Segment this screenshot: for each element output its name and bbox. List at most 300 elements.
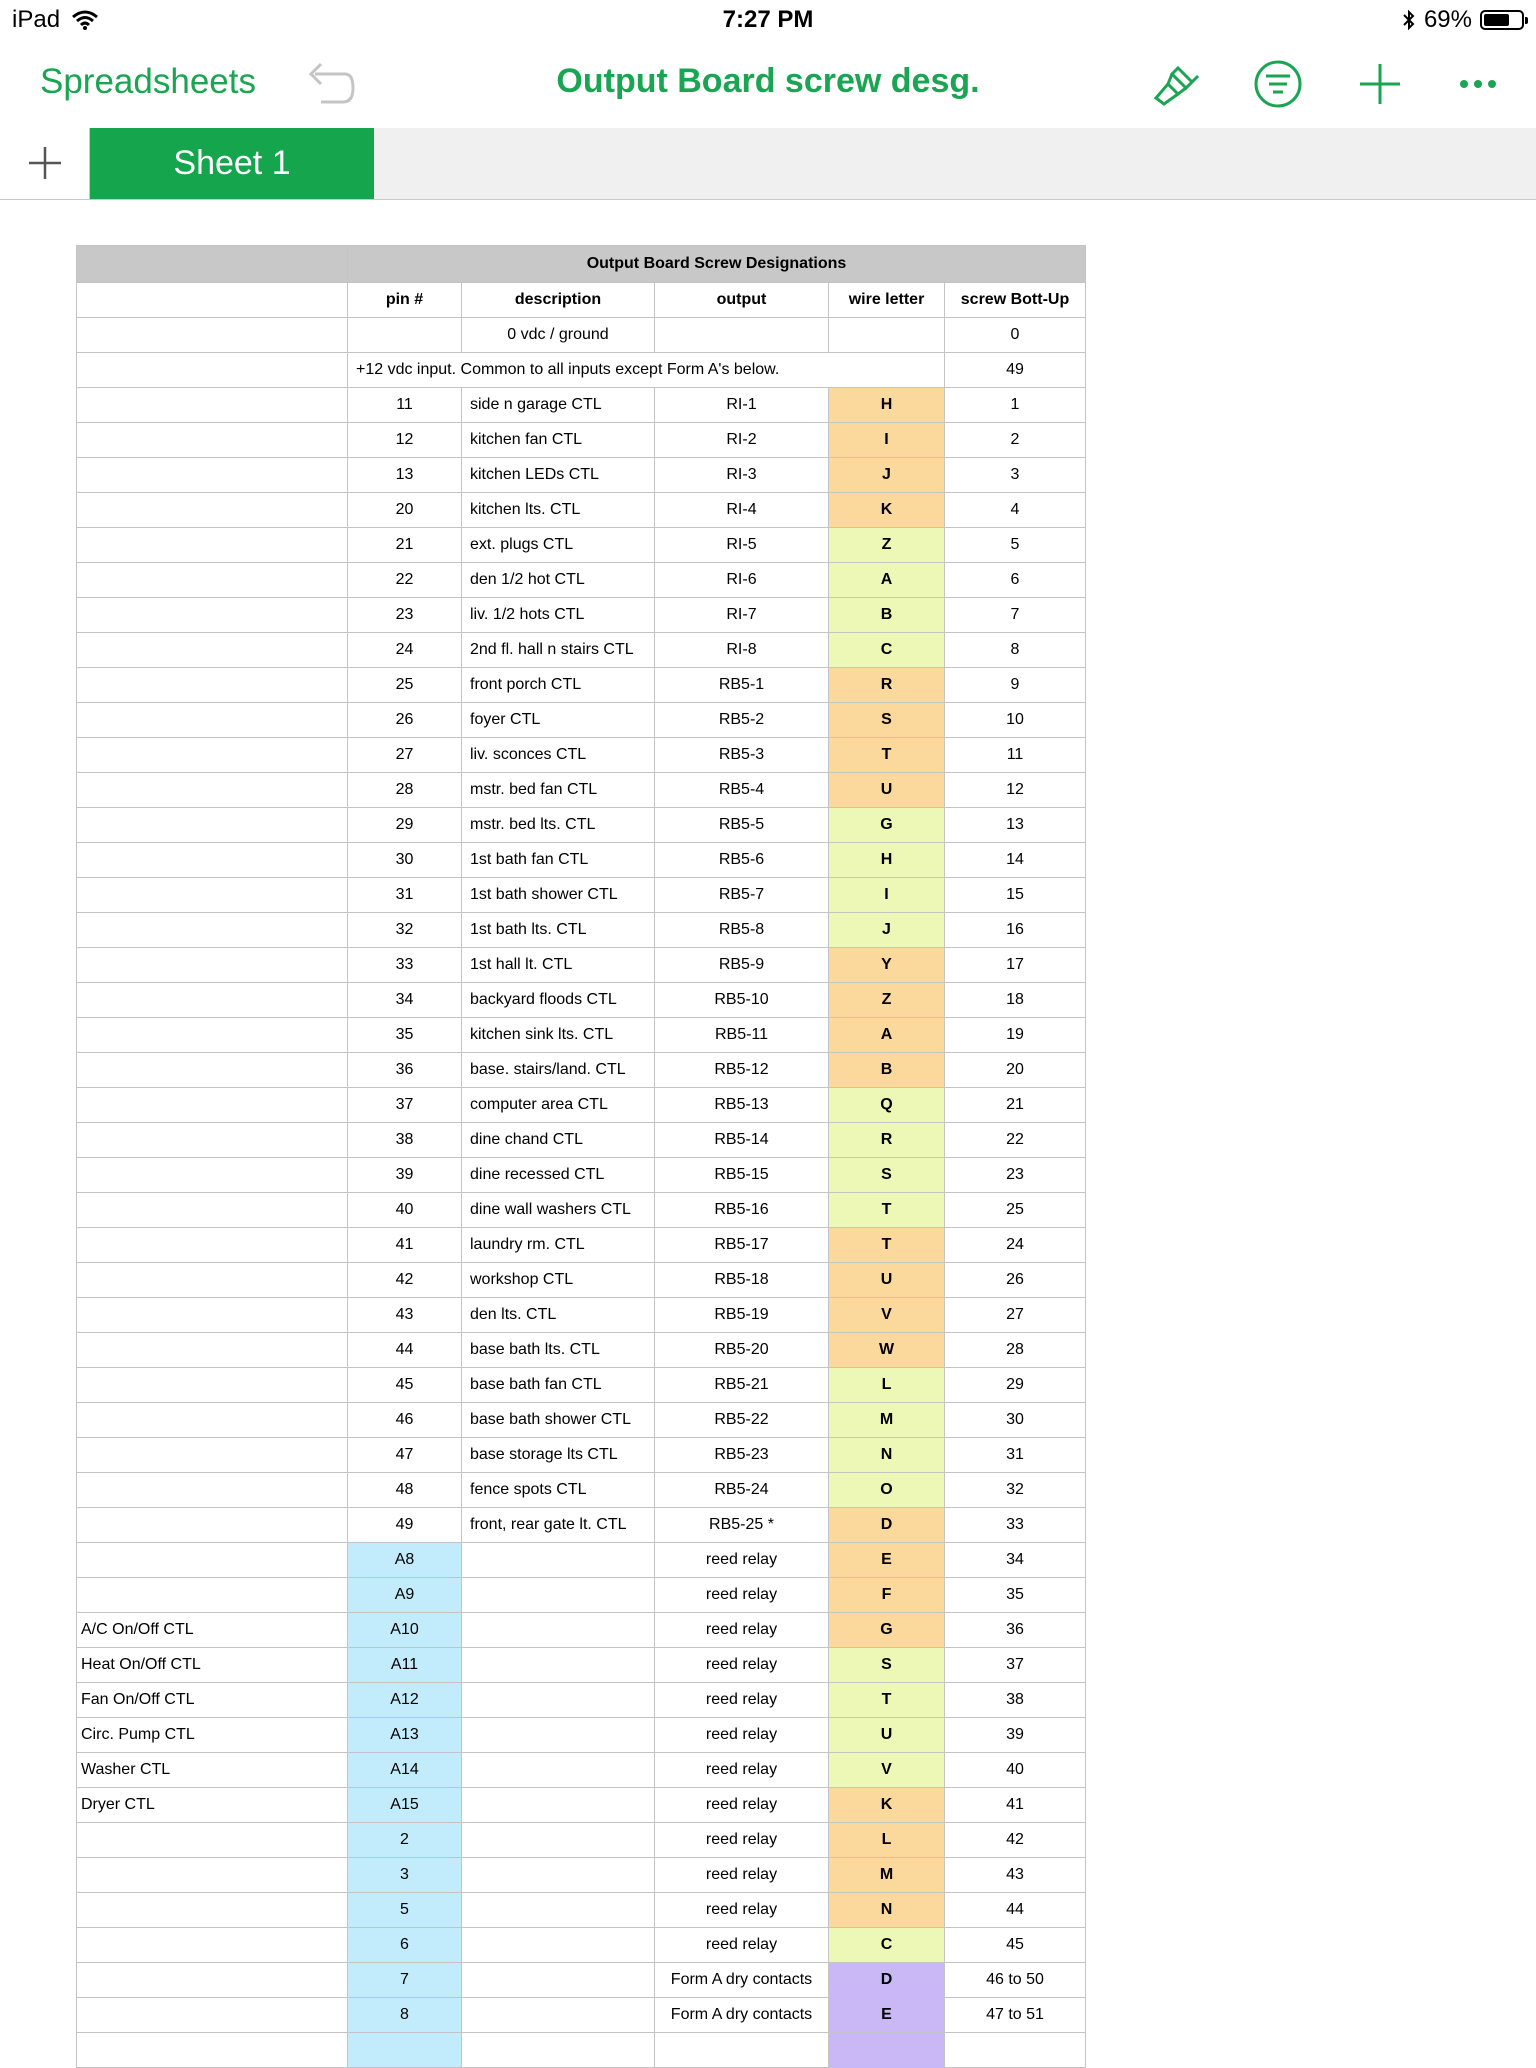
pin-cell[interactable]: 30 [348,843,462,878]
row-label[interactable] [77,1403,348,1438]
output-cell[interactable]: RB5-2 [655,703,829,738]
output-cell[interactable]: RI-1 [655,388,829,423]
description-cell[interactable] [462,1613,655,1648]
output-cell[interactable]: RB5-15 [655,1158,829,1193]
screw-cell[interactable]: 24 [945,1228,1086,1263]
description-cell[interactable]: kitchen LEDs CTL [462,458,655,493]
output-cell[interactable]: RB5-11 [655,1018,829,1053]
description-cell[interactable] [462,1578,655,1613]
output-cell[interactable]: reed relay [655,1648,829,1683]
description-cell[interactable]: base. stairs/land. CTL [462,1053,655,1088]
description-cell[interactable]: kitchen sink lts. CTL [462,1018,655,1053]
screw-cell[interactable]: 21 [945,1088,1086,1123]
row-label[interactable] [77,598,348,633]
plus-icon[interactable] [1352,58,1408,110]
wire-letter-cell[interactable]: D [829,1508,945,1543]
pin-cell[interactable]: 34 [348,983,462,1018]
wire-letter-cell[interactable]: G [829,1613,945,1648]
output-cell[interactable]: reed relay [655,1718,829,1753]
screw-cell[interactable]: 31 [945,1438,1086,1473]
output-cell[interactable]: reed relay [655,1928,829,1963]
row-label[interactable] [77,1228,348,1263]
row-label[interactable] [77,668,348,703]
screw-cell[interactable]: 47 to 51 [945,1998,1086,2033]
output-cell[interactable]: RB5-10 [655,983,829,1018]
wire-letter-cell[interactable]: V [829,1753,945,1788]
output-cell[interactable]: reed relay [655,1683,829,1718]
output-cell[interactable]: reed relay [655,1823,829,1858]
row-label[interactable]: Heat On/Off CTL [77,1648,348,1683]
description-cell[interactable]: base bath fan CTL [462,1368,655,1403]
screw-cell[interactable]: 38 [945,1683,1086,1718]
wire-letter-cell[interactable]: N [829,1438,945,1473]
output-cell[interactable]: RI-7 [655,598,829,633]
screw-cell[interactable]: 40 [945,1753,1086,1788]
output-cell[interactable]: RI-6 [655,563,829,598]
row-label[interactable]: Washer CTL [77,1753,348,1788]
row-label[interactable] [77,1088,348,1123]
output-cell[interactable]: RB5-25 * [655,1508,829,1543]
row-label[interactable] [77,1333,348,1368]
pin-cell[interactable]: 27 [348,738,462,773]
header-screw[interactable]: screw Bott-Up [945,283,1086,318]
wire-letter-cell[interactable]: Z [829,983,945,1018]
pin-cell[interactable]: A11 [348,1648,462,1683]
pin-cell[interactable]: 6 [348,1928,462,1963]
wire-letter-cell[interactable]: R [829,1123,945,1158]
output-cell[interactable]: RB5-18 [655,1263,829,1298]
description-cell[interactable] [462,1753,655,1788]
output-cell[interactable]: RB5-4 [655,773,829,808]
description-cell[interactable]: base storage lts CTL [462,1438,655,1473]
wire-letter-cell[interactable]: A [829,1018,945,1053]
pin-cell[interactable]: 48 [348,1473,462,1508]
screw-cell[interactable]: 15 [945,878,1086,913]
description-cell[interactable]: mstr. bed fan CTL [462,773,655,808]
output-cell[interactable]: RB5-9 [655,948,829,983]
spreadsheets-back-button[interactable]: Spreadsheets [40,62,256,101]
output-cell[interactable]: RB5-19 [655,1298,829,1333]
row-label[interactable] [77,1578,348,1613]
screw-cell[interactable]: 26 [945,1263,1086,1298]
description-cell[interactable]: 1st bath shower CTL [462,878,655,913]
pin-cell[interactable]: 11 [348,388,462,423]
description-cell[interactable]: dine recessed CTL [462,1158,655,1193]
pin-cell[interactable]: 8 [348,1998,462,2033]
screw-cell[interactable]: 7 [945,598,1086,633]
header-output[interactable]: output [655,283,829,318]
pin-cell[interactable]: 28 [348,773,462,808]
description-cell[interactable]: den 1/2 hot CTL [462,563,655,598]
row-label[interactable]: Circ. Pump CTL [77,1718,348,1753]
row-label[interactable] [77,1893,348,1928]
wire-letter-cell[interactable]: O [829,1473,945,1508]
description-cell[interactable] [462,1543,655,1578]
wire-letter-cell[interactable]: E [829,1998,945,2033]
wire-letter-cell[interactable]: K [829,493,945,528]
screw-cell[interactable]: 22 [945,1123,1086,1158]
pin-cell[interactable]: 22 [348,563,462,598]
pin-cell[interactable]: 20 [348,493,462,528]
pin-cell[interactable]: 25 [348,668,462,703]
description-cell[interactable] [462,1858,655,1893]
output-cell[interactable]: RI-4 [655,493,829,528]
output-cell[interactable]: RB5-21 [655,1368,829,1403]
screw-cell[interactable]: 42 [945,1823,1086,1858]
wire-letter-cell[interactable]: T [829,1683,945,1718]
output-cell[interactable]: RB5-20 [655,1333,829,1368]
wire-letter-cell[interactable]: E [829,1543,945,1578]
wire-letter-cell[interactable]: N [829,1893,945,1928]
screw-cell[interactable]: 3 [945,458,1086,493]
description-cell[interactable]: 1st bath fan CTL [462,843,655,878]
pin-cell[interactable]: 24 [348,633,462,668]
row-label[interactable]: Fan On/Off CTL [77,1683,348,1718]
screw-cell[interactable]: 4 [945,493,1086,528]
wire-letter-cell[interactable]: T [829,1193,945,1228]
wire-letter-cell[interactable]: T [829,1228,945,1263]
output-cell[interactable]: RB5-7 [655,878,829,913]
row-label[interactable] [77,1438,348,1473]
row-label[interactable] [77,1858,348,1893]
row-label[interactable] [77,1508,348,1543]
pin-cell[interactable]: 3 [348,1858,462,1893]
description-cell[interactable]: liv. sconces CTL [462,738,655,773]
screw-cell[interactable]: 19 [945,1018,1086,1053]
description-cell[interactable]: computer area CTL [462,1088,655,1123]
screw-cell[interactable]: 8 [945,633,1086,668]
screw-cell[interactable]: 36 [945,1613,1086,1648]
description-cell[interactable] [462,1998,655,2033]
output-cell[interactable]: reed relay [655,1893,829,1928]
screw-cell[interactable]: 10 [945,703,1086,738]
row-label[interactable] [77,878,348,913]
wire-letter-cell[interactable]: C [829,633,945,668]
row-label[interactable] [77,983,348,1018]
description-cell[interactable] [462,2033,655,2068]
description-cell[interactable] [462,1928,655,1963]
output-cell[interactable]: RB5-1 [655,668,829,703]
output-cell[interactable]: reed relay [655,1543,829,1578]
pin-cell[interactable]: 2 [348,1823,462,1858]
wire-letter-cell[interactable]: R [829,668,945,703]
row-label[interactable] [77,2033,348,2068]
wire-letter-cell[interactable]: S [829,1158,945,1193]
screw-cell[interactable]: 29 [945,1368,1086,1403]
description-cell[interactable] [462,1683,655,1718]
pin-cell[interactable]: 12 [348,423,462,458]
screw-cell[interactable]: 23 [945,1158,1086,1193]
screw-cell[interactable]: 18 [945,983,1086,1018]
tab-sheet-1[interactable]: Sheet 1 [90,128,374,199]
row-label[interactable] [77,1263,348,1298]
pin-cell[interactable]: 5 [348,1893,462,1928]
pin-cell[interactable]: A9 [348,1578,462,1613]
row-label[interactable] [77,633,348,668]
wire-letter-cell[interactable]: A [829,563,945,598]
screw-cell[interactable]: 12 [945,773,1086,808]
wire-letter-cell[interactable]: F [829,1578,945,1613]
row-label[interactable] [77,1053,348,1088]
row-label[interactable] [77,1018,348,1053]
output-cell[interactable]: RB5-16 [655,1193,829,1228]
pin-cell[interactable]: 35 [348,1018,462,1053]
screw-cell[interactable]: 5 [945,528,1086,563]
description-cell[interactable] [462,1788,655,1823]
output-cell[interactable]: RB5-22 [655,1403,829,1438]
description-cell[interactable]: den lts. CTL [462,1298,655,1333]
screw-cell[interactable]: 39 [945,1718,1086,1753]
description-cell[interactable]: fence spots CTL [462,1473,655,1508]
output-cell[interactable]: Form A dry contacts [655,1963,829,1998]
screw-cell[interactable] [945,2033,1086,2068]
input-note[interactable]: +12 vdc input. Common to all inputs except Form A's below. [348,353,945,388]
screw-cell[interactable]: 14 [945,843,1086,878]
pin-cell[interactable]: 42 [348,1263,462,1298]
wire-letter-cell[interactable]: Q [829,1088,945,1123]
wire-letter-cell[interactable]: H [829,388,945,423]
row-label[interactable] [77,1928,348,1963]
screw-cell[interactable]: 37 [945,1648,1086,1683]
pin-cell[interactable]: 31 [348,878,462,913]
screw-cell[interactable]: 32 [945,1473,1086,1508]
row-label[interactable]: A/C On/Off CTL [77,1613,348,1648]
ground-screw[interactable]: 0 [945,318,1086,353]
screw-cell[interactable]: 20 [945,1053,1086,1088]
paintbrush-icon[interactable] [1148,58,1204,110]
screw-cell[interactable]: 41 [945,1788,1086,1823]
pin-cell[interactable]: 21 [348,528,462,563]
spreadsheet-table[interactable] [76,245,1086,2068]
pin-cell[interactable]: 40 [348,1193,462,1228]
description-cell[interactable]: base bath lts. CTL [462,1333,655,1368]
screw-cell[interactable]: 44 [945,1893,1086,1928]
screw-cell[interactable]: 34 [945,1543,1086,1578]
row-label[interactable] [77,738,348,773]
screw-cell[interactable]: 1 [945,388,1086,423]
input-screw[interactable]: 49 [945,353,1086,388]
wire-letter-cell[interactable]: H [829,843,945,878]
header-pin[interactable]: pin # [348,283,462,318]
screw-cell[interactable]: 43 [945,1858,1086,1893]
description-cell[interactable]: front, rear gate lt. CTL [462,1508,655,1543]
pin-cell[interactable]: A15 [348,1788,462,1823]
output-cell[interactable]: RI-8 [655,633,829,668]
screw-cell[interactable]: 28 [945,1333,1086,1368]
wire-letter-cell[interactable]: G [829,808,945,843]
screw-cell[interactable]: 35 [945,1578,1086,1613]
description-cell[interactable] [462,1963,655,1998]
wire-letter-cell[interactable]: U [829,1718,945,1753]
pin-cell[interactable]: 39 [348,1158,462,1193]
wire-letter-cell[interactable]: U [829,1263,945,1298]
ground-description[interactable]: 0 vdc / ground [462,318,655,353]
description-cell[interactable]: base bath shower CTL [462,1403,655,1438]
output-cell[interactable]: RB5-8 [655,913,829,948]
pin-cell[interactable]: 41 [348,1228,462,1263]
output-cell[interactable]: RI-3 [655,458,829,493]
pin-cell[interactable]: A10 [348,1613,462,1648]
output-cell[interactable]: RB5-6 [655,843,829,878]
output-cell[interactable]: reed relay [655,1788,829,1823]
screw-cell[interactable]: 17 [945,948,1086,983]
row-label[interactable] [77,528,348,563]
pin-cell[interactable]: 13 [348,458,462,493]
row-label[interactable] [77,808,348,843]
row-label[interactable] [77,458,348,493]
pin-cell[interactable]: 36 [348,1053,462,1088]
description-cell[interactable]: kitchen fan CTL [462,423,655,458]
description-cell[interactable]: workshop CTL [462,1263,655,1298]
row-label[interactable] [77,1963,348,1998]
pin-cell[interactable]: 45 [348,1368,462,1403]
wire-letter-cell[interactable]: B [829,1053,945,1088]
description-cell[interactable]: backyard floods CTL [462,983,655,1018]
output-cell[interactable]: reed relay [655,1578,829,1613]
row-label[interactable] [77,773,348,808]
row-label[interactable] [77,1123,348,1158]
filter-icon[interactable] [1250,58,1306,110]
row-label[interactable]: Dryer CTL [77,1788,348,1823]
add-sheet-button[interactable] [0,128,90,199]
pin-cell[interactable]: 47 [348,1438,462,1473]
screw-cell[interactable]: 13 [945,808,1086,843]
description-cell[interactable] [462,1648,655,1683]
wire-letter-cell[interactable]: T [829,738,945,773]
description-cell[interactable]: foyer CTL [462,703,655,738]
description-cell[interactable]: front porch CTL [462,668,655,703]
description-cell[interactable]: ext. plugs CTL [462,528,655,563]
screw-cell[interactable]: 6 [945,563,1086,598]
pin-cell[interactable]: 29 [348,808,462,843]
output-cell[interactable]: RB5-23 [655,1438,829,1473]
screw-cell[interactable]: 16 [945,913,1086,948]
output-cell[interactable] [655,2033,829,2068]
output-cell[interactable]: RB5-12 [655,1053,829,1088]
screw-cell[interactable]: 25 [945,1193,1086,1228]
row-label[interactable] [77,703,348,738]
wire-letter-cell[interactable]: C [829,1928,945,1963]
pin-cell[interactable]: 26 [348,703,462,738]
wire-letter-cell[interactable]: I [829,423,945,458]
row-label[interactable] [77,1543,348,1578]
output-cell[interactable]: RI-5 [655,528,829,563]
row-label[interactable] [77,1368,348,1403]
pin-cell[interactable]: 37 [348,1088,462,1123]
screw-cell[interactable]: 30 [945,1403,1086,1438]
wire-letter-cell[interactable]: Y [829,948,945,983]
wire-letter-cell[interactable]: V [829,1298,945,1333]
row-label[interactable] [77,948,348,983]
screw-cell[interactable]: 9 [945,668,1086,703]
description-cell[interactable]: laundry rm. CTL [462,1228,655,1263]
pin-cell[interactable]: 33 [348,948,462,983]
undo-icon[interactable] [305,62,355,108]
description-cell[interactable] [462,1893,655,1928]
output-cell[interactable]: RB5-17 [655,1228,829,1263]
output-cell[interactable]: RB5-3 [655,738,829,773]
pin-cell[interactable]: 32 [348,913,462,948]
output-cell[interactable]: RB5-13 [655,1088,829,1123]
description-cell[interactable]: kitchen lts. CTL [462,493,655,528]
description-cell[interactable]: 1st bath lts. CTL [462,913,655,948]
screw-cell[interactable]: 33 [945,1508,1086,1543]
output-cell[interactable]: RI-2 [655,423,829,458]
row-label[interactable] [77,1473,348,1508]
wire-letter-cell[interactable]: W [829,1333,945,1368]
wire-letter-cell[interactable]: S [829,703,945,738]
wire-letter-cell[interactable]: J [829,913,945,948]
wire-letter-cell[interactable]: S [829,1648,945,1683]
wire-letter-cell[interactable]: D [829,1963,945,1998]
wire-letter-cell[interactable]: Z [829,528,945,563]
wire-letter-cell[interactable]: M [829,1403,945,1438]
output-cell[interactable]: Form A dry contacts [655,1998,829,2033]
description-cell[interactable]: mstr. bed lts. CTL [462,808,655,843]
pin-cell[interactable]: A8 [348,1543,462,1578]
more-icon[interactable] [1450,58,1506,110]
pin-cell[interactable]: A14 [348,1753,462,1788]
wire-letter-cell[interactable]: K [829,1788,945,1823]
row-label[interactable] [77,1158,348,1193]
output-cell[interactable]: reed relay [655,1858,829,1893]
screw-cell[interactable]: 27 [945,1298,1086,1333]
wire-letter-cell[interactable] [829,2033,945,2068]
output-cell[interactable]: RB5-24 [655,1473,829,1508]
wire-letter-cell[interactable]: B [829,598,945,633]
output-cell[interactable]: reed relay [655,1613,829,1648]
header-wire-letter[interactable]: wire letter [829,283,945,318]
row-label[interactable] [77,1193,348,1228]
screw-cell[interactable]: 2 [945,423,1086,458]
wire-letter-cell[interactable]: M [829,1858,945,1893]
pin-cell[interactable]: 49 [348,1508,462,1543]
wire-letter-cell[interactable]: L [829,1823,945,1858]
description-cell[interactable]: side n garage CTL [462,388,655,423]
row-label[interactable] [77,913,348,948]
wire-letter-cell[interactable]: I [829,878,945,913]
description-cell[interactable] [462,1823,655,1858]
description-cell[interactable] [462,1718,655,1753]
description-cell[interactable]: 1st hall lt. CTL [462,948,655,983]
wire-letter-cell[interactable]: U [829,773,945,808]
pin-cell[interactable]: A12 [348,1683,462,1718]
wire-letter-cell[interactable]: L [829,1368,945,1403]
pin-cell[interactable]: 44 [348,1333,462,1368]
row-label[interactable] [77,563,348,598]
row-label[interactable] [77,388,348,423]
pin-cell[interactable]: 23 [348,598,462,633]
description-cell[interactable]: dine wall washers CTL [462,1193,655,1228]
pin-cell[interactable]: A13 [348,1718,462,1753]
pin-cell[interactable] [348,2033,462,2068]
wire-letter-cell[interactable]: J [829,458,945,493]
output-cell[interactable]: RB5-14 [655,1123,829,1158]
row-label[interactable] [77,1298,348,1333]
row-label[interactable] [77,1823,348,1858]
output-cell[interactable]: RB5-5 [655,808,829,843]
pin-cell[interactable]: 7 [348,1963,462,1998]
output-cell[interactable]: reed relay [655,1753,829,1788]
pin-cell[interactable]: 46 [348,1403,462,1438]
pin-cell[interactable]: 38 [348,1123,462,1158]
row-label[interactable] [77,1998,348,2033]
screw-cell[interactable]: 11 [945,738,1086,773]
row-label[interactable] [77,493,348,528]
row-label[interactable] [77,843,348,878]
header-description[interactable]: description [462,283,655,318]
screw-cell[interactable]: 46 to 50 [945,1963,1086,1998]
